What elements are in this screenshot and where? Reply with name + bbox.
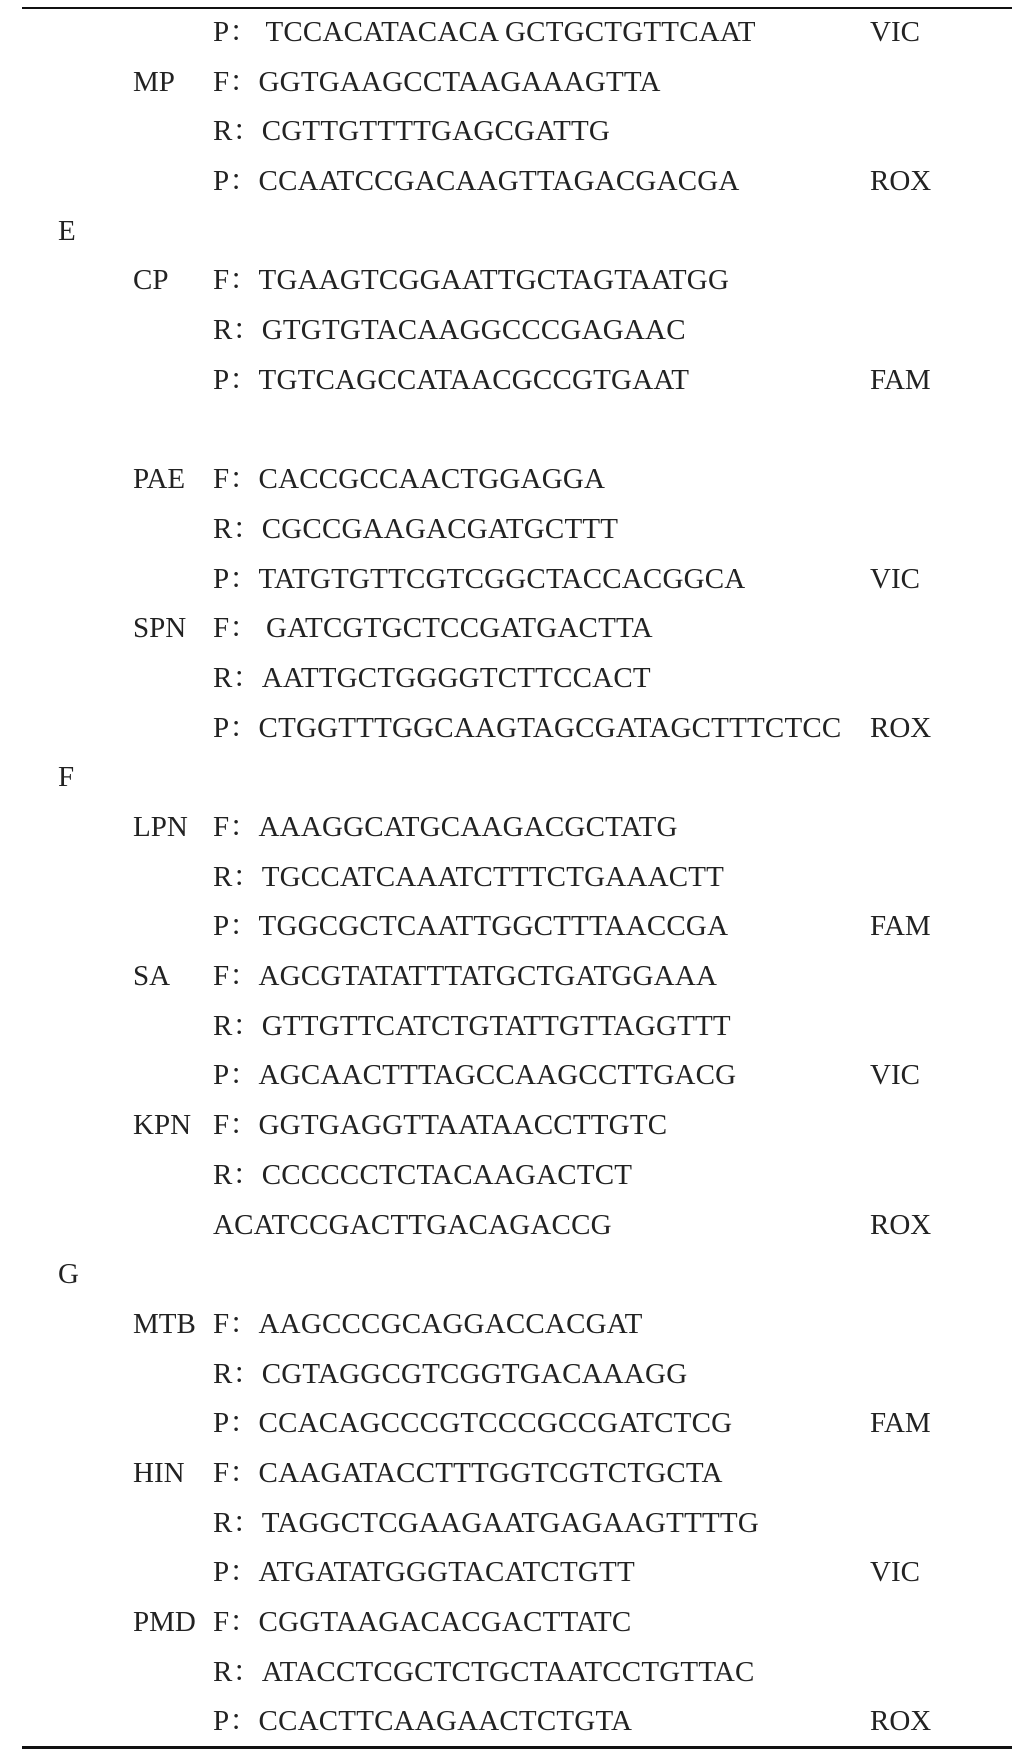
- table-row: [0, 459, 1024, 509]
- target-cell: LPN: [133, 811, 188, 843]
- table-row: [0, 906, 1024, 956]
- dye-cell: FAM: [870, 910, 931, 943]
- group-cell: F: [58, 761, 75, 794]
- sequence-cell: R：CGCCGAAGACGATGCTTT: [213, 512, 619, 545]
- sequence-cell: P：TATGTGTTCGTCGGCTACCACGGCA: [213, 562, 746, 595]
- sequence-cell: R：CGTTGTTTTGAGCGATTG: [213, 115, 611, 148]
- sequence-cell: F：AGCGTATATTTATGCTGATGGAAA: [213, 960, 718, 993]
- dye-cell: ROX: [870, 165, 932, 198]
- dye-cell: ROX: [870, 711, 932, 744]
- target-cell: HIN: [133, 1456, 185, 1489]
- table-row: [0, 608, 1024, 658]
- group-cell: E: [58, 214, 76, 247]
- sequence-cell: P：ATGATATGGGTACATCTGTT: [213, 1556, 635, 1589]
- table-row: [0, 1354, 1024, 1404]
- dye-cell: ROX: [870, 1705, 932, 1738]
- table-row: [0, 1403, 1024, 1453]
- sequence-cell: F：GGTGAAGCCTAAGAAAGTTA: [213, 65, 661, 98]
- table-row: [0, 360, 1024, 410]
- table-row: [0, 161, 1024, 211]
- group-cell: G: [58, 1258, 79, 1291]
- sequence-cell: P： TCCACATACACA GCTGCTGTTCAAT: [213, 16, 756, 48]
- target-cell: MTB: [133, 1307, 196, 1340]
- sequence-cell: P：CCACTTCAAGAACTCTGTA: [213, 1705, 633, 1738]
- table-row: [0, 310, 1024, 360]
- table-row: [0, 1701, 1024, 1751]
- table-row: [0, 111, 1024, 161]
- sequence-cell: R：CCCCCCTCTACAAGACTCT: [213, 1158, 633, 1191]
- dye-cell: VIC: [870, 1059, 920, 1092]
- sequence-cell: F： GATCGTGCTCCGATGACTTA: [213, 612, 653, 645]
- table-row: [0, 509, 1024, 559]
- sequence-cell: F：AAAGGCATGCAAGACGCTATG: [213, 811, 678, 843]
- sequence-cell: P：TGTCAGCCATAACGCCGTGAAT: [213, 363, 690, 396]
- table-row: [0, 1652, 1024, 1702]
- sequence-cell: R：TGCCATCAAATCTTTCTGAAACTT: [213, 860, 725, 893]
- table-row: [0, 658, 1024, 708]
- table-row: [0, 1453, 1024, 1503]
- table-row: [0, 757, 1024, 807]
- dye-cell: FAM: [870, 363, 931, 396]
- sequence-cell: P：CCAATCCGACAAGTTAGACGACGA: [213, 165, 740, 198]
- table-row: [0, 1304, 1024, 1354]
- table-row: [0, 1503, 1024, 1553]
- table-row: [0, 211, 1024, 261]
- dye-cell: FAM: [870, 1407, 931, 1440]
- sequence-cell: R：AATTGCTGGGGTCTTCCACT: [213, 661, 651, 694]
- table-row: [0, 12, 1024, 62]
- sequence-cell: P：AGCAACTTTAGCCAAGCCTTGACG: [213, 1059, 737, 1092]
- sequence-cell: R：GTGTGTACAAGGCCCGAGAAC: [213, 314, 686, 347]
- sequence-cell: R：CGTAGGCGTCGGTGACAAAGG: [213, 1357, 688, 1390]
- sequence-cell: F：CAAGATACCTTTGGTCGTCTGCTA: [213, 1456, 723, 1489]
- dye-cell: VIC: [870, 1556, 920, 1589]
- table-row: [0, 1155, 1024, 1205]
- table-row: [0, 1055, 1024, 1105]
- dye-cell: VIC: [870, 16, 920, 48]
- table-row: [0, 956, 1024, 1006]
- table-row: [0, 559, 1024, 609]
- target-cell: PAE: [133, 463, 186, 496]
- target-cell: KPN: [133, 1109, 192, 1142]
- table-row: [0, 260, 1024, 310]
- table-row: [0, 1006, 1024, 1056]
- sequence-cell: F：CGGTAAGACACGACTTATC: [213, 1606, 632, 1638]
- table-row: [0, 708, 1024, 758]
- sequence-cell: R：TAGGCTCGAAGAATGAGAAGTTTTG: [213, 1506, 759, 1539]
- table-row: [0, 410, 1024, 460]
- table-row: [0, 857, 1024, 907]
- sequence-cell: R：GTTGTTCATCTGTATTGTTAGGTTT: [213, 1009, 731, 1042]
- table-top-rule: [22, 7, 1012, 9]
- table-row: [0, 1552, 1024, 1602]
- target-cell: SA: [133, 960, 171, 993]
- dye-cell: VIC: [870, 562, 920, 595]
- target-cell: MP: [133, 65, 175, 98]
- table-row: [0, 1205, 1024, 1255]
- sequence-cell: P：CTGGTTTGGCAAGTAGCGATAGCTTTCTCC: [213, 711, 842, 744]
- sequence-cell: P：CCACAGCCCGTCCCGCCGATCTCG: [213, 1407, 733, 1440]
- sequence-cell: R：ATACCTCGCTCTGCTAATCCTGTTAC: [213, 1655, 755, 1688]
- sequence-cell: P：TGGCGCTCAATTGGCTTTAACCGA: [213, 910, 729, 943]
- sequence-cell: ACATCCGACTTGACAGACCG: [213, 1208, 612, 1241]
- table-body: [0, 12, 1024, 1751]
- target-cell: PMD: [133, 1606, 196, 1638]
- target-cell: SPN: [133, 612, 187, 645]
- target-cell: CP: [133, 264, 169, 297]
- sequence-cell: F：CACCGCCAACTGGAGGA: [213, 463, 606, 496]
- dye-cell: ROX: [870, 1208, 932, 1241]
- table-row: [0, 1602, 1024, 1652]
- table-row: [0, 62, 1024, 112]
- table-row: [0, 1105, 1024, 1155]
- sequence-cell: F：AAGCCCGCAGGACCACGAT: [213, 1307, 643, 1340]
- table-row: [0, 1254, 1024, 1304]
- table-bottom-rule: [22, 1746, 1012, 1749]
- sequence-cell: F：TGAAGTCGGAATTGCTAGTAATGG: [213, 264, 730, 297]
- sequence-cell: F：GGTGAGGTTAATAACCTTGTC: [213, 1109, 668, 1142]
- table-row: [0, 807, 1024, 857]
